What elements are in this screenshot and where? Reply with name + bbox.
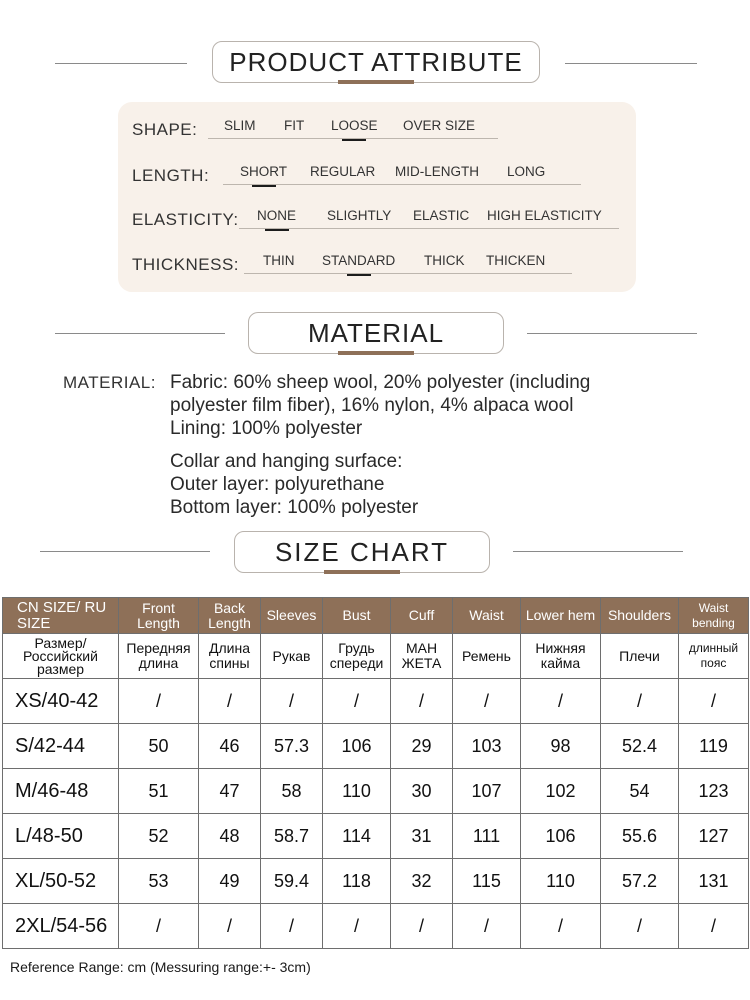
measure-cell: 55.6: [601, 814, 679, 859]
material-title: [248, 312, 504, 354]
product-attribute-title: [212, 41, 540, 83]
measure-cell: /: [199, 679, 261, 724]
elasticity-label: ELASTICITY:: [132, 210, 239, 229]
table-row: [3, 679, 749, 724]
measure-cell: /: [323, 679, 391, 724]
header-cell-ru: Плечи: [601, 634, 679, 679]
header-cell-ru: Рукав: [261, 634, 323, 679]
measure-cell: 131: [679, 859, 749, 904]
size-cell: 2XL/54-56: [3, 904, 119, 949]
measure-cell: /: [199, 904, 261, 949]
measure-cell: 48: [199, 814, 261, 859]
elasticity-option-slightly: SLIGHTLY: [327, 208, 392, 223]
measure-cell: /: [261, 679, 323, 724]
measure-cell: /: [453, 679, 521, 724]
measure-cell: /: [679, 679, 749, 724]
measure-cell: 111: [453, 814, 521, 859]
elasticity-underline: [239, 228, 619, 229]
header-cell-ru: Грудь спереди: [323, 634, 391, 679]
material-label: MATERIAL:: [63, 373, 156, 392]
divider-right: [565, 63, 697, 64]
measure-cell: 58.7: [261, 814, 323, 859]
header-cell: Sleeves: [261, 598, 323, 634]
material-line: Collar and hanging surface:: [170, 451, 403, 472]
measure-cell: 46: [199, 724, 261, 769]
table-row: [3, 769, 749, 814]
measure-cell: /: [601, 904, 679, 949]
size-table: [2, 597, 749, 949]
header-cell-ru: МАН ЖЕТА: [391, 634, 453, 679]
size-cell: S/42-44: [3, 724, 119, 769]
measure-cell: 123: [679, 769, 749, 814]
thickness-underline: [244, 273, 572, 274]
shape-option-fit: FIT: [284, 118, 305, 133]
shape-option-loose: LOOSE: [331, 118, 378, 133]
measure-cell: 31: [391, 814, 453, 859]
material-line: polyester film fiber), 16% nylon, 4% alpaca wool: [170, 395, 574, 416]
measure-cell: 119: [679, 724, 749, 769]
header-cell-ru: Передняя длина: [119, 634, 199, 679]
elasticity-option-none: NONE: [257, 208, 297, 223]
measure-cell: /: [323, 904, 391, 949]
measure-cell: 29: [391, 724, 453, 769]
table-row: [3, 859, 749, 904]
thickness-option-thicken: THICKEN: [486, 253, 546, 268]
header-cell: CN SIZE/ RU SIZE: [3, 598, 119, 634]
measure-cell: 110: [323, 769, 391, 814]
header-cell-ru: Размер/ Российский размер: [3, 634, 119, 679]
header-cell-ru: Длина спины: [199, 634, 261, 679]
attribute-box: [118, 102, 636, 292]
title-accent-bar: [338, 351, 414, 355]
measure-cell: /: [119, 679, 199, 724]
material-title-text: MATERIAL: [307, 317, 445, 348]
measure-cell: 50: [119, 724, 199, 769]
material-line: Outer layer: polyurethane: [170, 474, 385, 495]
measure-cell: 106: [521, 814, 601, 859]
length-option-short: SHORT: [240, 164, 288, 179]
measure-cell: 102: [521, 769, 601, 814]
material-line: Bottom layer: 100% polyester: [170, 497, 419, 518]
measure-cell: 51: [119, 769, 199, 814]
header-cell: Front Length: [119, 598, 199, 634]
header-cell: Bust: [323, 598, 391, 634]
divider-right: [527, 333, 697, 334]
title-accent-bar: [324, 570, 400, 574]
measure-cell: 103: [453, 724, 521, 769]
divider-left: [55, 333, 225, 334]
measure-cell: 118: [323, 859, 391, 904]
measure-cell: 57.2: [601, 859, 679, 904]
elasticity-option-elastic: ELASTIC: [413, 208, 470, 223]
measure-cell: 30: [391, 769, 453, 814]
size-cell: L/48-50: [3, 814, 119, 859]
table-row: [3, 724, 749, 769]
header-cell: Back Length: [199, 598, 261, 634]
measure-cell: 106: [323, 724, 391, 769]
measure-cell: /: [453, 904, 521, 949]
header-cell: Lower hem: [521, 598, 601, 634]
measure-cell: /: [601, 679, 679, 724]
size-cell: M/46-48: [3, 769, 119, 814]
title-accent-bar: [338, 80, 414, 84]
header-cell-ru: длинный пояс: [679, 634, 749, 679]
measure-cell: 52: [119, 814, 199, 859]
shape-underline: [208, 138, 498, 139]
measure-cell: /: [261, 904, 323, 949]
shape-label: SHAPE:: [132, 120, 198, 139]
header-row-ru: [3, 634, 749, 679]
measure-cell: /: [521, 904, 601, 949]
measure-cell: /: [521, 679, 601, 724]
header-cell: Waist bending: [679, 598, 749, 634]
measure-cell: 32: [391, 859, 453, 904]
elasticity-option-high-elasticity: HIGH ELASTICITY: [487, 208, 602, 223]
header-cell-ru: Нижняя кайма: [521, 634, 601, 679]
measure-cell: /: [679, 904, 749, 949]
size-chart-title: [234, 531, 490, 573]
divider-left: [55, 63, 187, 64]
reference-range-note: Reference Range: cm (Messuring range:+- 3cm): [10, 959, 311, 975]
size-rows: [3, 679, 749, 949]
shape-option-slim: SLIM: [224, 118, 256, 133]
measure-cell: 57.3: [261, 724, 323, 769]
size-chart-title-text: SIZE CHART: [274, 536, 450, 567]
header-cell-ru: Ремень: [453, 634, 521, 679]
header-cell: Waist: [453, 598, 521, 634]
thickness-option-thick: THICK: [424, 253, 465, 268]
divider-right: [513, 551, 683, 552]
measure-cell: 59.4: [261, 859, 323, 904]
measure-cell: 52.4: [601, 724, 679, 769]
measure-cell: 47: [199, 769, 261, 814]
measure-cell: /: [119, 904, 199, 949]
measure-cell: 54: [601, 769, 679, 814]
measure-cell: /: [391, 904, 453, 949]
measure-cell: 58: [261, 769, 323, 814]
thickness-label: THICKNESS:: [132, 255, 240, 274]
measure-cell: 110: [521, 859, 601, 904]
length-option-long: LONG: [507, 164, 546, 179]
measure-cell: 127: [679, 814, 749, 859]
material-line: Fabric: 60% sheep wool, 20% polyester (including: [170, 372, 591, 393]
product-attribute-title-text: PRODUCT ATTRIBUTE: [229, 46, 523, 77]
table-row: [3, 814, 749, 859]
header-row-en: [3, 598, 749, 634]
table-row: [3, 904, 749, 949]
length-option-mid-length: MID-LENGTH: [395, 164, 479, 179]
measure-cell: 114: [323, 814, 391, 859]
material-line: Lining: 100% polyester: [170, 418, 363, 439]
measure-cell: 115: [453, 859, 521, 904]
measure-cell: 107: [453, 769, 521, 814]
measure-cell: /: [391, 679, 453, 724]
thickness-option-standard: STANDARD: [322, 253, 396, 268]
size-cell: XS/40-42: [3, 679, 119, 724]
length-option-regular: REGULAR: [310, 164, 376, 179]
thickness-option-thin: THIN: [263, 253, 295, 268]
header-cell: Shoulders: [601, 598, 679, 634]
measure-cell: 98: [521, 724, 601, 769]
size-cell: XL/50-52: [3, 859, 119, 904]
header-cell: Cuff: [391, 598, 453, 634]
divider-left: [40, 551, 210, 552]
measure-cell: 53: [119, 859, 199, 904]
measure-cell: 49: [199, 859, 261, 904]
shape-option-oversize: OVER SIZE: [403, 118, 476, 133]
length-label: LENGTH:: [132, 166, 210, 185]
length-underline: [223, 184, 581, 185]
